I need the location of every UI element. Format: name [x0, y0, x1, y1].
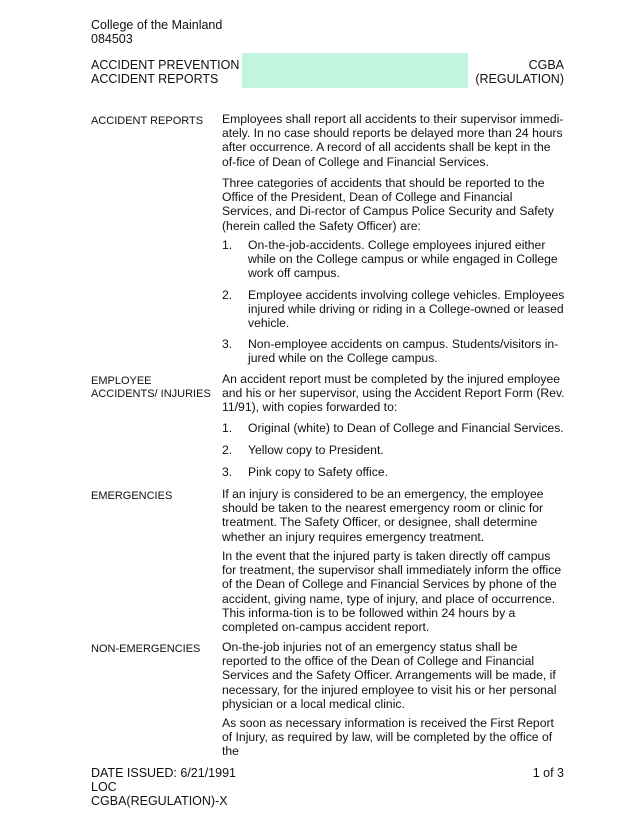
list-text: Non-employee accidents on campus. Students/visitors in-jured while on the College campus. [248, 337, 559, 366]
section-label-accidents-injuries: ACCIDENTS/ INJURIES [91, 388, 211, 400]
page-number: 1 of 3 [532, 766, 564, 780]
policy-code: CGBA [528, 58, 564, 72]
list-text: Employee accidents involving college vehicles. Employees injured while driving or riding in a College-owned or leased vehicle. [248, 288, 565, 331]
section-label-accident-reports: ACCIDENT REPORTS [91, 115, 204, 127]
list-item [222, 288, 565, 331]
date-issued: DATE ISSUED: 6/21/1991 [91, 766, 236, 780]
list-number: 3. [222, 465, 233, 479]
list-number: 1. [222, 238, 233, 252]
section-label-emergencies: EMERGENCIES [91, 490, 173, 502]
non-emergencies-paragraph-2: As soon as necessary information is received the First Report of Injury, as required by law, will be completed by the office of the [222, 716, 554, 759]
list-item [222, 421, 565, 435]
emergencies-paragraph-1: If an injury is considered to be an emergency, the employee should be taken to the nearest emergency room or clinic for treatment. The Safety Officer, or designee, shall determine whether an injury requires emergency treatment. [222, 487, 544, 544]
policy-type: (REGULATION) [475, 72, 564, 86]
section-label-non-emergencies: NON-EMERGENCIES [91, 643, 201, 655]
non-emergencies-paragraph-1: On-the-job injuries not of an emergency status shall be reported to the office of the Dean of College and Financial Services and the Safety Officer. Arrangements will be made, if necessary, for the injured employee to visit his or her personal physician or a local medical clinic. [222, 640, 557, 711]
list-number: 2. [222, 288, 233, 302]
employee-paragraph-1: An accident report must be completed by the injured employee and his or her supervisor, using the Accident Report Form (Rev. 11/91), with copies forwarded to: [222, 372, 565, 415]
list-number: 1. [222, 421, 233, 435]
list-item [222, 465, 565, 479]
list-item [222, 337, 565, 365]
accident-reports-paragraph-1: Employees shall report all accidents to their supervisor immedi-ately. In no case should reports be delayed more than 24 hours after occurrence. A record of all accidents shall be kept in the of-fice of Dean of College and Financial Services. [222, 112, 564, 169]
institution-name: College of the Mainland [91, 18, 223, 32]
highlight-band [242, 53, 468, 88]
list-item [222, 238, 565, 281]
footer-policy-ref: CGBA(REGULATION)-X [91, 794, 228, 808]
footer-loc: LOC [91, 780, 117, 794]
list-text: Pink copy to Safety office. [248, 465, 389, 479]
list-text: Original (white) to Dean of College and Financial Services. [248, 421, 564, 435]
list-number: 3. [222, 337, 233, 351]
policy-title-line1: ACCIDENT PREVENTION [91, 58, 240, 72]
policy-title-line2: ACCIDENT REPORTS [91, 72, 219, 86]
emergencies-paragraph-2: In the event that the injured party is taken directly off campus for treatment, the supervisor shall immediately inform the office of the Dean of College and Financial Services by phone of the accident, giving name, type of injury, and place of occurrence. This informa-tion is to be followed within 24 hours by a completed on-campus accident report. [222, 549, 562, 635]
accident-reports-paragraph-2: Three categories of accidents that should be reported to the Office of the President, Dean of College and Financial Services, and Di-rector of Campus Police Security and Safety (herein called the Safety Officer) are: [222, 176, 554, 233]
institution-code: 084503 [91, 32, 133, 46]
list-item [222, 443, 565, 457]
list-text: Yellow copy to President. [248, 443, 384, 457]
list-number: 2. [222, 443, 233, 457]
list-text: On-the-job-accidents. College employees injured either while on the College campus or while engaged in College work off campus. [248, 238, 558, 281]
section-label-employee: EMPLOYEE [91, 375, 152, 387]
